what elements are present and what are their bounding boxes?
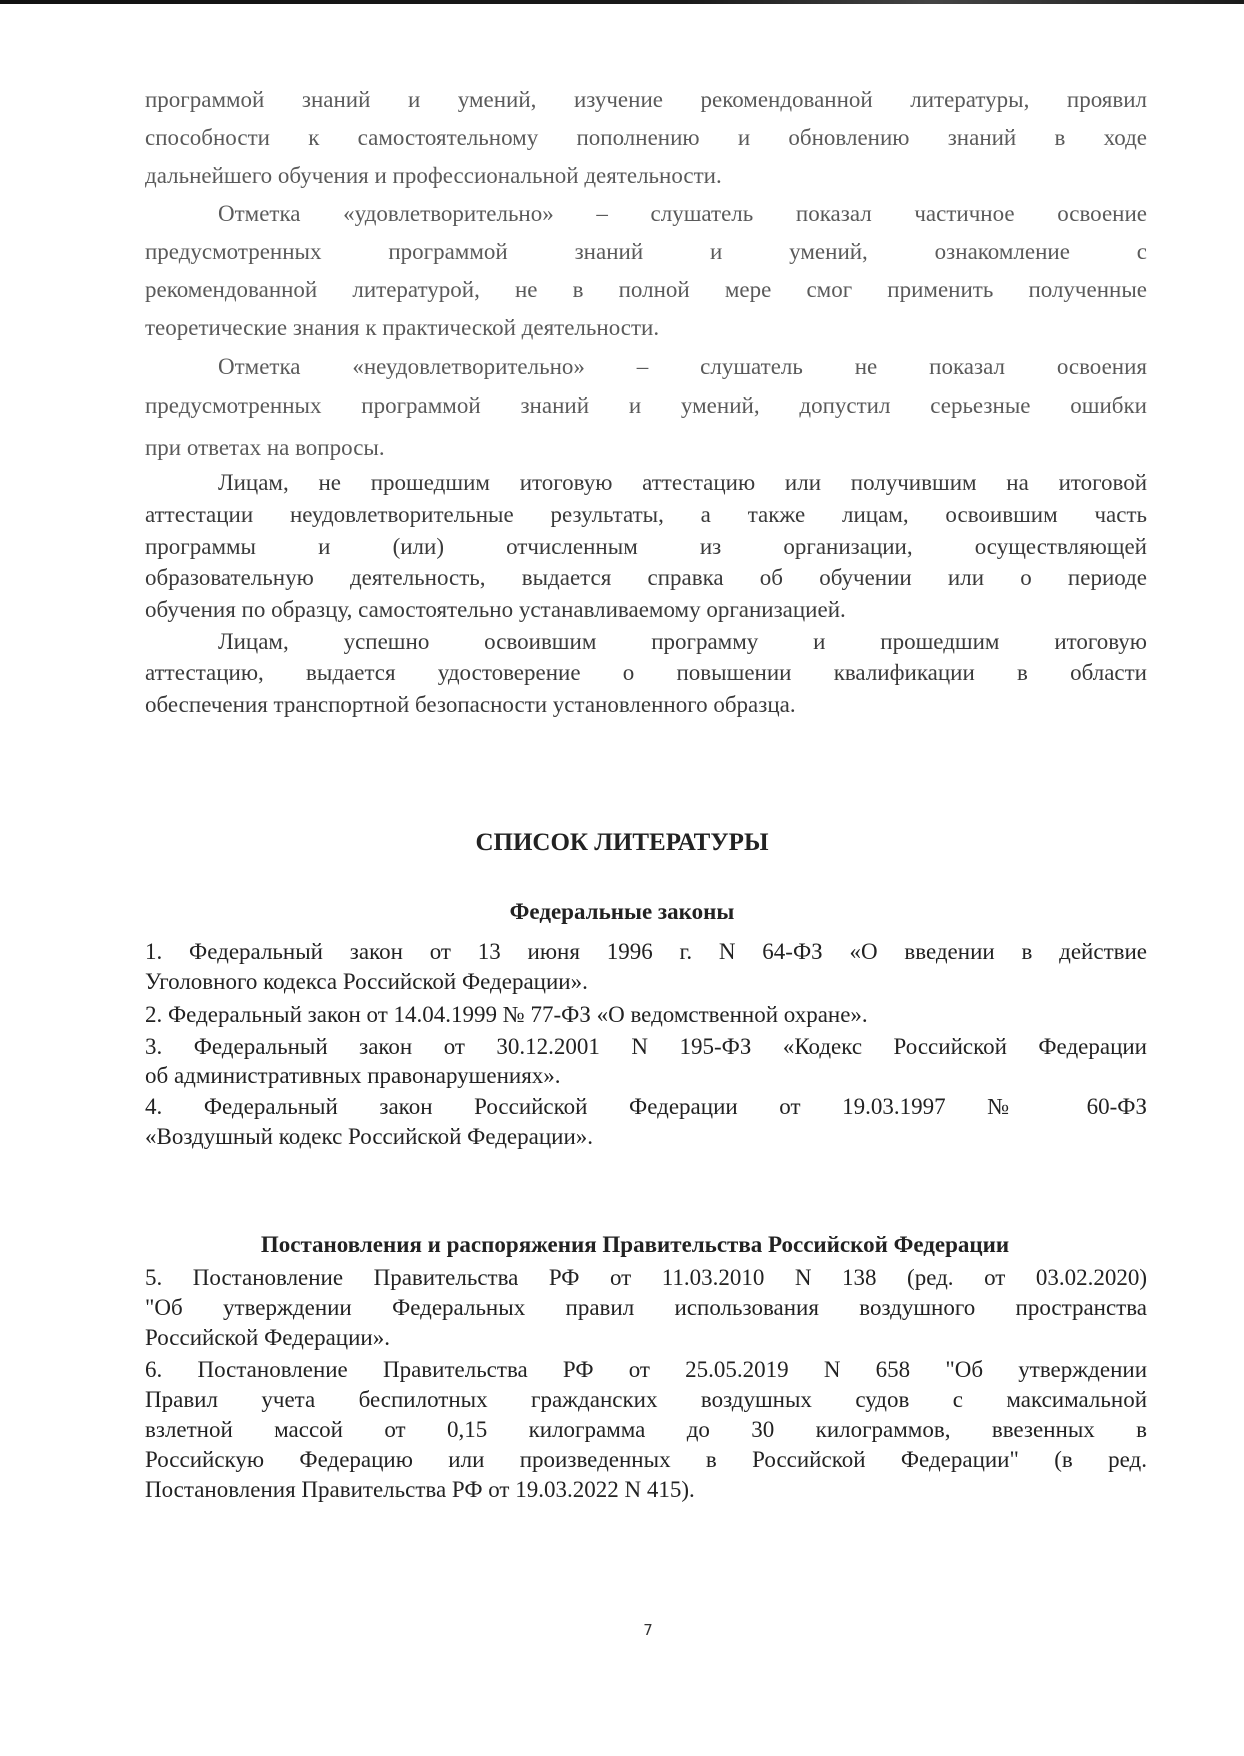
- text-line: предусмотренных программой знаний и умений, допустил серьезные ошибки: [145, 393, 1147, 418]
- text-line: рекомендованной литературой, не в полной мере смог применить полученные: [145, 277, 1147, 302]
- text-line: программой знаний и умений, изучение рекомендованной литературы, проявил: [145, 87, 1147, 112]
- section-heading-government-decrees: Постановления и распоряжения Правительства Российской Федерации: [260, 1232, 1010, 1257]
- text-line: 1. Федеральный закон от 13 июня 1996 г. N 64-ФЗ «О введении в действие: [145, 939, 1147, 964]
- text-line: аттестации неудовлетворительные результаты, а также лицам, освоившим часть: [145, 502, 1147, 527]
- text-line: Постановления Правительства РФ от 19.03.2022 N 415).: [145, 1477, 695, 1502]
- text-line: программы и (или) отчисленным из организации, осуществляющей: [145, 534, 1147, 559]
- text-line: 4. Федеральный закон Российской Федерации от 19.03.1997 № 60-ФЗ: [145, 1094, 1147, 1119]
- text-line: 2. Федеральный закон от 14.04.1999 № 77-ФЗ «О ведомственной охране».: [145, 1002, 868, 1027]
- text-line: 6. Постановление Правительства РФ от 25.05.2019 N 658 "Об утверждении: [145, 1357, 1147, 1382]
- text-line: Отметка «удовлетворительно» – слушатель показал частичное освоение: [218, 201, 1147, 226]
- text-line: «Воздушный кодекс Российской Федерации».: [145, 1124, 594, 1149]
- text-line: об административных правонарушениях».: [145, 1063, 561, 1088]
- text-line: Уголовного кодекса Российской Федерации».: [145, 969, 588, 994]
- text-line: 3. Федеральный закон от 30.12.2001 N 195-ФЗ «Кодекс Российской Федерации: [145, 1034, 1147, 1059]
- page-number: 7: [643, 1621, 653, 1639]
- text-line: Правил учета беспилотных гражданских воздушных судов с максимальной: [145, 1387, 1147, 1412]
- text-line: дальнейшего обучения и профессиональной деятельности.: [145, 163, 722, 188]
- text-line: аттестацию, выдается удостоверение о повышении квалификации в области: [145, 660, 1147, 685]
- text-line: образовательную деятельность, выдается справка об обучении или о периоде: [145, 565, 1147, 590]
- text-line: 5. Постановление Правительства РФ от 11.03.2010 N 138 (ред. от 03.02.2020): [145, 1265, 1147, 1290]
- text-line: способности к самостоятельному пополнению и обновлению знаний в ходе: [145, 125, 1147, 150]
- text-line: обучения по образцу, самостоятельно устанавливаемому организацией.: [145, 597, 846, 622]
- text-line: "Об утверждении Федеральных правил использования воздушного пространства: [145, 1295, 1147, 1320]
- text-line: Российскую Федерацию или произведенных в Российской Федерации" (в ред.: [145, 1447, 1147, 1472]
- text-line: предусмотренных программой знаний и умений, ознакомление с: [145, 239, 1147, 264]
- text-line: теоретические знания к практической деятельности.: [145, 315, 660, 340]
- text-line: обеспечения транспортной безопасности установленного образца.: [145, 692, 796, 717]
- text-line: при ответах на вопросы.: [145, 435, 385, 460]
- text-line: Лицам, успешно освоившим программу и прошедшим итоговую: [218, 629, 1147, 654]
- text-line: Лицам, не прошедшим итоговую аттестацию или получившим на итоговой: [218, 470, 1147, 495]
- text-line: Российской Федерации».: [145, 1325, 390, 1350]
- text-line: Отметка «неудовлетворительно» – слушатель не показал освоения: [218, 354, 1147, 379]
- section-heading-federal-laws: Федеральные законы: [509, 899, 735, 924]
- text-line: взлетной массой от 0,15 килограмма до 30 килограммов, ввезенных в: [145, 1417, 1147, 1442]
- bibliography-title: СПИСОК ЛИТЕРАТУРЫ: [475, 829, 769, 856]
